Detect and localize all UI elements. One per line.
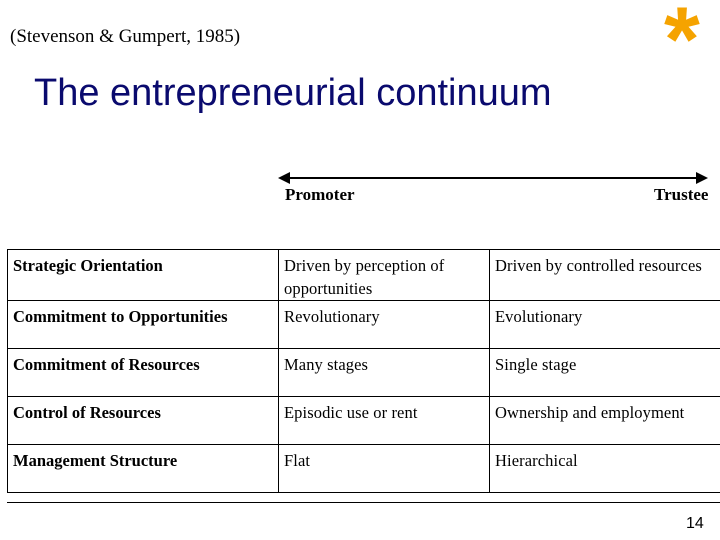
trustee-cell: Driven by controlled resources: [490, 250, 720, 301]
trustee-cell: Single stage: [490, 349, 720, 397]
table-row: [8, 349, 720, 397]
footer-divider: [7, 502, 720, 503]
promoter-cell: Many stages: [279, 349, 490, 397]
asterisk-decoration: *: [664, 0, 700, 91]
continuum-right-label: Trustee: [654, 185, 709, 204]
page-number: 14: [686, 515, 704, 532]
promoter-cell: Driven by perception of opportunities: [279, 250, 490, 301]
comparison-table: [7, 249, 720, 493]
dimension-cell: Management Structure: [8, 445, 279, 493]
promoter-cell: Episodic use or rent: [279, 397, 490, 445]
dimension-cell: Commitment to Opportunities: [8, 301, 279, 349]
table-row: [8, 445, 720, 493]
promoter-cell: Flat: [279, 445, 490, 493]
dimension-cell: Commitment of Resources: [8, 349, 279, 397]
continuum-left-label: Promoter: [285, 185, 355, 204]
table-row: [8, 250, 720, 301]
trustee-cell: Hierarchical: [490, 445, 720, 493]
table-row: [8, 397, 720, 445]
trustee-cell: Evolutionary: [490, 301, 720, 349]
slide-title: The entrepreneurial continuum: [34, 72, 552, 114]
dimension-cell: Strategic Orientation: [8, 250, 279, 301]
dimension-cell: Control of Resources: [8, 397, 279, 445]
trustee-cell: Ownership and employment: [490, 397, 720, 445]
table-row: [8, 301, 720, 349]
citation: (Stevenson & Gumpert, 1985): [10, 26, 241, 47]
promoter-cell: Revolutionary: [279, 301, 490, 349]
